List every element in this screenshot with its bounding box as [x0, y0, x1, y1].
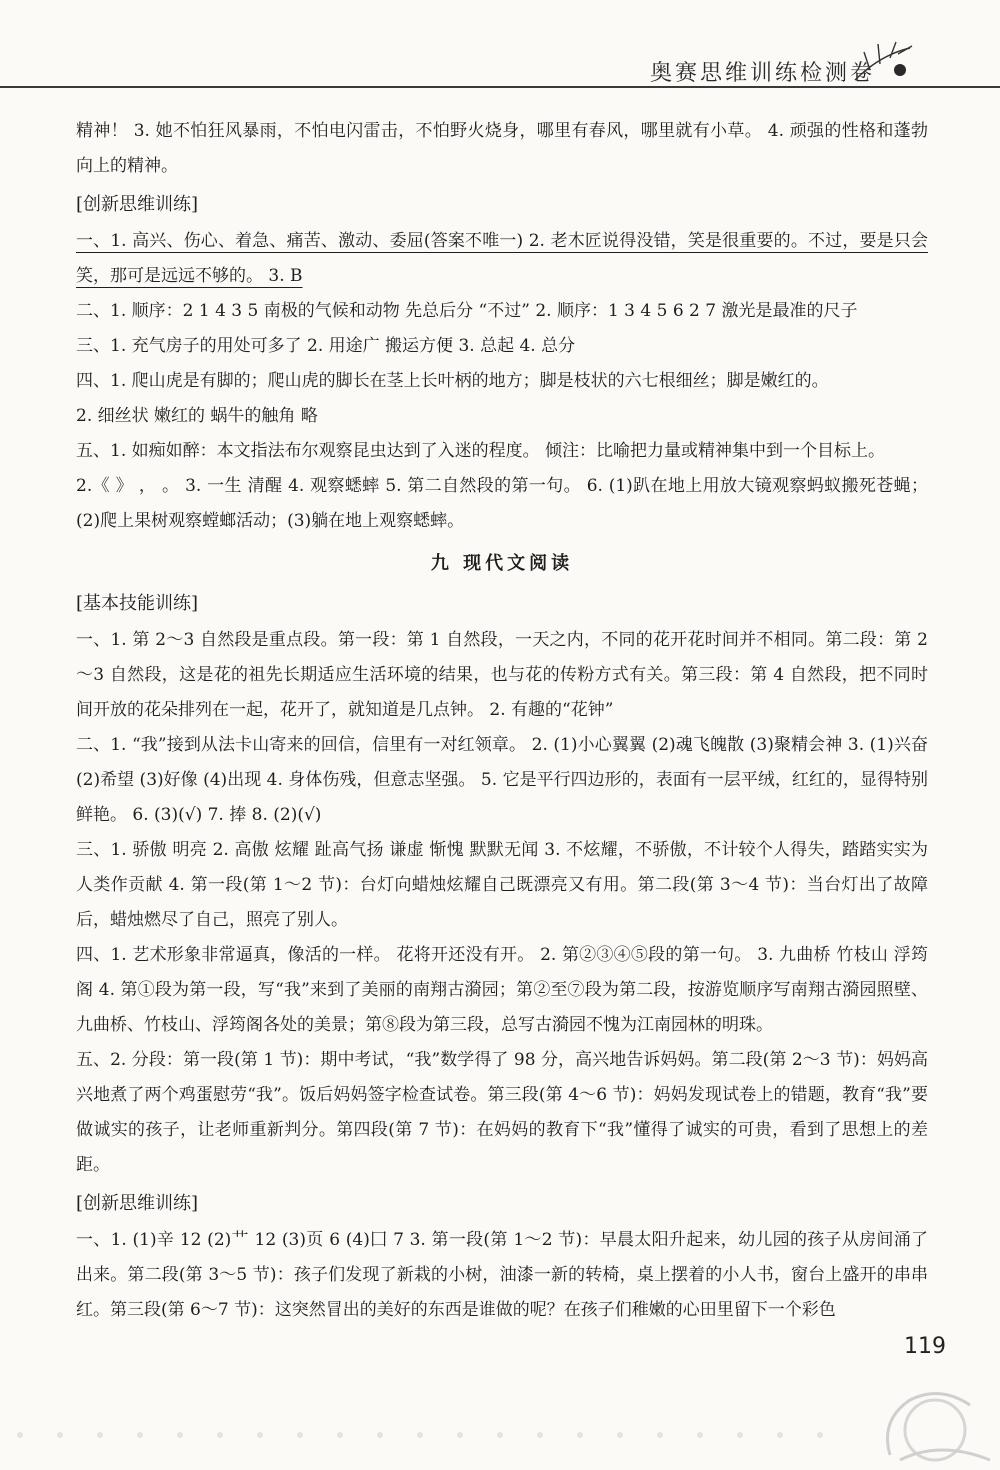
chapter-heading: 九 现代文阅读	[430, 553, 574, 574]
paragraph-14: 一、1. (1)辛 12 (2)艹 12 (3)页 6 (4)囗 7 3. 第一段(第 1～2 节)：早晨太阳升起来，幼儿园的孩子从房间涌了出来。第二段(第 3～5 节)：孩子们发现了新栽的小树，油漆一新的转椅，桌上摆着的小人书，窗台上盛开的串串红。第三段(第 6～7 节)：这突然冒出的美好的东西是谁做的呢？在孩子们稚嫩的心田里留下一个彩色	[76, 1230, 928, 1320]
section-heading-innovation-1: [创新思维训练]	[76, 194, 199, 215]
section-heading-basic: [基本技能训练]	[76, 593, 199, 614]
paragraph-5: 四、1. 爬山虎是有脚的；爬山虎的脚长在茎上长叶柄的地方；脚是枝状的六七根细丝；脚是嫩红的。	[76, 371, 829, 391]
section-heading-innovation-2: [创新思维训练]	[76, 1193, 199, 1214]
answer-content	[76, 114, 928, 1328]
paragraph-7: 五、1. 如痴如醉：本文指法布尔观察昆虫达到了入迷的程度。 倾注：比喻把力量或精神集中到一个目标上。	[76, 441, 886, 461]
paragraph-10: 二、1. “我”接到从法卡山寄来的回信，信里有一对红领章。 2. (1)小心翼翼 (2)魂飞魄散 (3)聚精会神 3. (1)兴奋 (2)希望 (3)好像 (4)出现 4. 身体伤残，但意志坚强。 5. 它是平行四边形的，表面有一层平绒，红红的，显得特别鲜艳。 6. (3)(√) 7. 捧 8. (2)(√)	[76, 735, 928, 825]
paragraph-3: 二、1. 顺序：2 1 4 3 5 南极的气候和动物 先总后分 “不过” 2. 顺序：1 3 4 5 6 2 7 激光是最准的尺子	[76, 301, 858, 321]
header-rule	[0, 86, 1000, 88]
paragraph-13: 五、2. 分段：第一段(第 1 节)：期中考试，“我”数学得了 98 分，高兴地告诉妈妈。第二段(第 2～3 节)：妈妈高兴地煮了两个鸡蛋慰劳“我”。饭后妈妈签字检查试卷。第三段(第 4～6 节)：妈妈发现试卷上的错题，教育“我”要做诚实的孩子，让老师重新判分。第四段(第 7 节)：在妈妈的教育下“我”懂得了诚实的可贵，看到了思想上的差距。	[76, 1050, 928, 1175]
paragraph-1: 精神！ 3. 她不怕狂风暴雨，不怕电闪雷击，不怕野火烧身，哪里有春风，哪里就有小草。 4. 顽强的性格和蓬勃向上的精神。	[76, 121, 928, 176]
paragraph-11: 三、1. 骄傲 明亮 2. 高傲 炫耀 趾高气扬 谦虚 惭愧 默默无闻 3. 不炫耀，不骄傲，不计较个人得失，踏踏实实为人类作贡献 4. 第一段(第 1～2 节)：台灯向蜡烛炫耀自己既漂亮又有用。第二段(第 3～4 节)：当台灯出了故障后，蜡烛燃尽了自己，照亮了别人。	[76, 840, 928, 930]
bottom-decoration-dots	[0, 1420, 880, 1450]
header-decoration-icon	[850, 40, 920, 85]
paragraph-2: 一、1. 高兴、伤心、着急、痛苦、激动、委屈(答案不唯一) 2. 老木匠说得没错，笑是很重要的。不过，要是只会笑，那可是远远不够的。 3. B	[76, 231, 928, 286]
paragraph-6: 2. 细丝状 嫩红的 蜗牛的触角 略	[76, 406, 318, 426]
paragraph-12: 四、1. 艺术形象非常逼真，像活的一样。 花将开还没有开。 2. 第②③④⑤段的第一句。 3. 九曲桥 竹枝山 浮筠阁 4. 第①段为第一段，写“我”来到了美丽的南翔古漪园；第②至⑦段为第二段，按游览顺序写南翔古漪园照壁、九曲桥、竹枝山、浮筠阁各处的美景；第⑧段为第三段，总写古漪园不愧为江南园林的明珠。	[76, 945, 928, 1035]
paragraph-4: 三、1. 充气房子的用处可多了 2. 用途广 搬运方便 3. 总起 4. 总分	[76, 336, 576, 356]
paragraph-9: 一、1. 第 2～3 自然段是重点段。第一段：第 1 自然段，一天之内，不同的花开花时间并不相同。第二段：第 2～3 自然段，这是花的祖先长期适应生活环境的结果，也与花的传粉方式有关。第三段：第 4 自然段，把不同时间开放的花朵排列在一起，花开了，就知道是几点钟。 2. 有趣的“花钟”	[76, 630, 928, 720]
paragraph-8: 2.《 》 ， 。 3. 一生 清醒 4. 观察蟋蟀 5. 第二自然段的第一句。 6. (1)趴在地上用放大镜观察蚂蚁搬死苍蝇；(2)爬上果树观察螳螂活动；(3)躺在地上观察蟋蟀。	[76, 476, 928, 531]
watermark-logo-icon	[870, 1360, 1000, 1470]
page-number: 119	[904, 1334, 946, 1359]
running-header-title: 奥赛思维训练检测卷	[649, 61, 875, 86]
